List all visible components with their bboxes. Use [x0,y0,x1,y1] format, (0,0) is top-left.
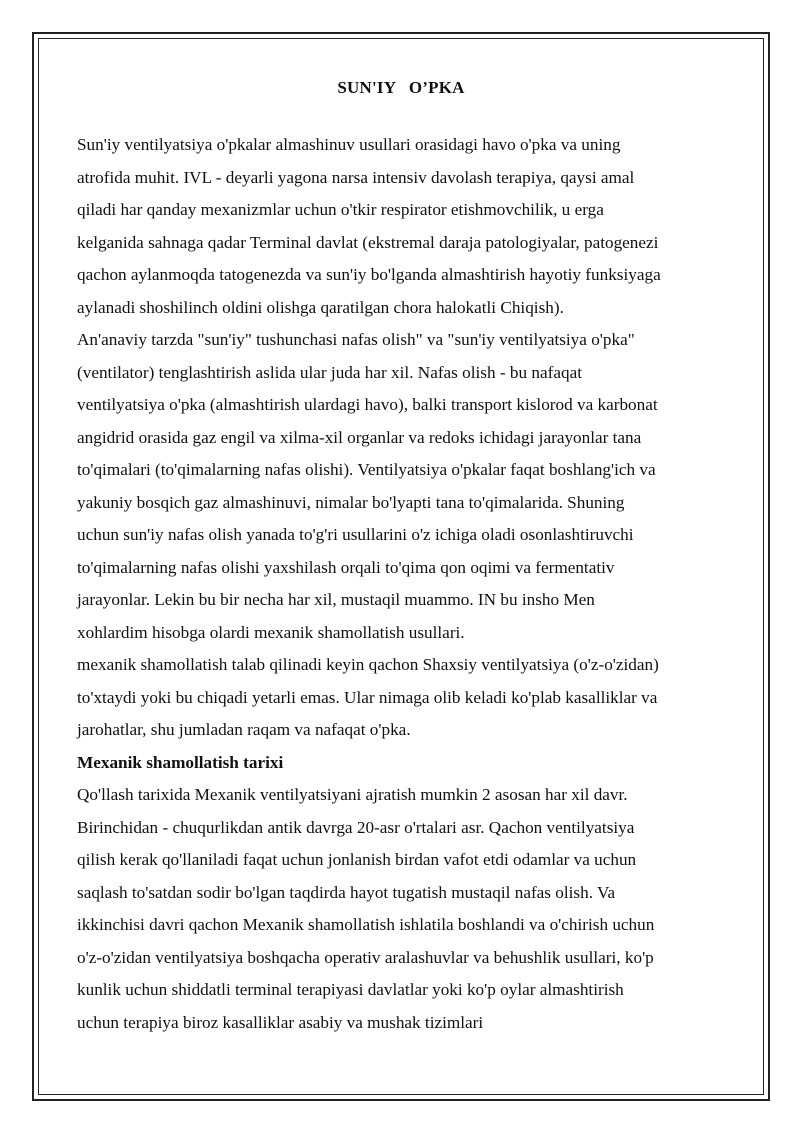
text-line: kunlik uchun shiddatli terminal terapiyasi davlatlar yoki ko'p oylar almashtirish [77,980,624,999]
text-line: jarayonlar. Lekin bu bir necha har xil, mustaqil muammo. IN bu insho Men [77,590,595,609]
text-line: aylanadi shoshilinch oldini olishga qaratilgan chora halokatli Chiqish). [77,297,564,317]
document-body [77,76,725,1039]
text-line: Sun'iy ventilyatsiya o'pkalar almashinuv usullari orasidagi havo o'pka va uning [77,135,621,154]
text-line: kelganida sahnaga qadar Terminal davlat (ekstremal daraja patologiyalar, patogenezi [77,232,659,252]
text-line: ikkinchisi davri qachon Mexanik shamollatish ishlatila boshlandi va o'chirish uchun [77,915,655,934]
text-line: qachon aylanmoqda tatogenezda va sun'iy bo'lganda almashtirish hayotiy funksiyaga [77,265,661,284]
text-line: saqlash to'satdan sodir bo'lgan taqdirda hayot tugatish mustaqil nafas olish. Va [77,882,616,902]
paragraph-traditional [77,324,725,649]
text-line: Birinchidan - chuqurlikdan antik davrga 20-asr o'rtalari asr. Qachon ventilyatsiya [77,817,635,837]
text-line: yakuniy bosqich gaz almashinuvi, nimalar bo'lyapti tana to'qimalarida. Shuning [77,492,625,512]
text-line: to'qimalari (to'qimalarning nafas olishi). Ventilyatsiya o'pkalar faqat boshlang'ich va [77,460,656,479]
paragraph-intro [77,129,725,324]
paragraph-history [77,779,725,1039]
text-line: angidrid orasida gaz engil va xilma-xil organlar va redoks ichidagi jarayonlar tana [77,427,642,447]
text-line: o'z-o'zidan ventilyatsiya boshqacha operativ aralashuvlar va behushlik usullari, ko'p [77,947,654,967]
text-line: to'qimalarning nafas olishi yaxshilash orqali to'qima qon oqimi va fermentativ [77,557,615,577]
text-line: atrofida muhit. IVL - deyarli yagona narsa intensiv davolash terapiya, qaysi amal [77,167,635,187]
section-heading: Mexanik shamollatish tarixi [77,752,284,772]
text-line: qilish kerak qo'llaniladi faqat uchun jonlanish birdan vafot etdi odamlar va uchun [77,850,637,869]
text-line: qiladi har qanday mexanizmlar uchun o'tkir respirator etishmovchilik, u erga [77,200,604,219]
text-line: mexanik shamollatish talab qilinadi keyin qachon Shaxsiy ventilyatsiya (o'z-o'zidan) [77,655,659,674]
text-line: Qo'llash tarixida Mexanik ventilyatsiyani ajratish mumkin 2 asosan har xil davr. [77,785,628,804]
text-line: An'anaviy tarzda "sun'iy" tushunchasi nafas olish" va "sun'iy ventilyatsiya o'pka" [77,330,635,349]
document-title: SUN'IY O’PKA [337,78,465,97]
text-line: (ventilator) tenglashtirish aslida ular juda har xil. Nafas olish - bu nafaqat [77,362,582,382]
text-line: uchun terapiya biroz kasalliklar asabiy va mushak tizimlari [77,1012,484,1032]
text-line: ventilyatsiya o'pka (almashtirish ulardagi havo), balki transport kislorod va karbonat [77,395,658,414]
paragraph-requirement [77,649,725,747]
text-line: uchun sun'iy nafas olish yanada to'g'ri usullarini o'z ichiga oladi osonlashtiruvchi [77,525,634,544]
text-line: jarohatlar, shu jumladan raqam va nafaqat o'pka. [77,720,411,739]
text-line: xohlardim hisobga olardi mexanik shamollatish usullari. [77,622,465,642]
text-line: to'xtaydi yoki bu chiqadi yetarli emas. Ular nimaga olib keladi ko'plab kasalliklar va [77,687,658,707]
